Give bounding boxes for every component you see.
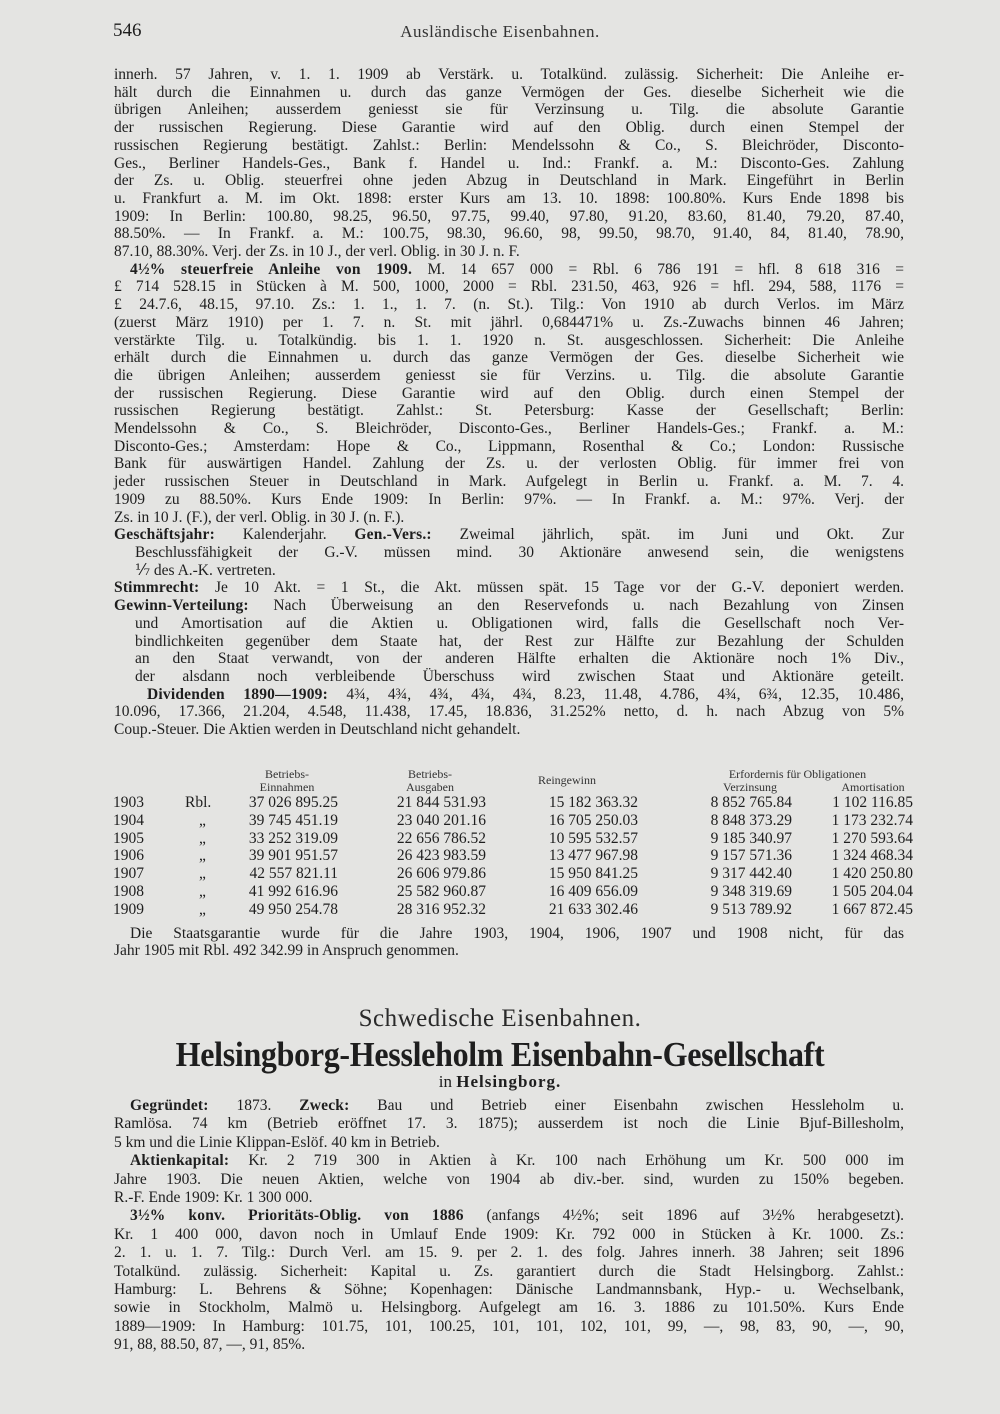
- text-line: Ramlösa. 74 km (Betrieb eröffnet 17. 3. 1875); ausserdem ist noch die Linie Bjuf-Billesholm,: [114, 1115, 904, 1133]
- text-line: Die Staatsgarantie wurde für die Jahre 1903, 1904, 1906, 1907 und 1908 nicht, für das: [130, 925, 904, 942]
- text-line: russischen Regierung bestätigt. Zahlst.: St. Petersburg: Kasse der Gesellschaft; Berlin:: [114, 402, 904, 420]
- text-run: 4¾, 4¾, 4¾, 4¾, 4¾, 8.23, 11.48, 4.786, 4¾, 6¾, 12.35, 10.486,: [328, 685, 904, 703]
- text-line: 1889—1909: In Hamburg: 101.75, 101, 100.25, 101, 101, 102, 101, 99, —, 98, 83, 90, —, 90,: [114, 1317, 904, 1335]
- cell-ausgaben: 26 606 979.86: [396, 865, 486, 883]
- text-line: [114, 1152, 904, 1170]
- table-row: [0, 901, 1000, 919]
- cell-reingewinn: 13 477 967.98: [548, 847, 638, 865]
- paragraph: [114, 686, 904, 739]
- paragraph: [114, 597, 904, 686]
- paragraph: [114, 526, 904, 579]
- cell-ausgaben: 26 423 983.59: [396, 847, 486, 865]
- text-line: Coup.-Steuer. Die Aktien werden in Deutschland nicht gehandelt.: [114, 721, 521, 739]
- header-reingewinn: Reingewinn: [538, 773, 596, 787]
- text-line: £ 24.7.6, 48.15, 97.10. Zs.: 1. 1., 1. 7. (n. St.). Tilg.: Von 1910 ab durch Verlos. im März: [114, 296, 904, 314]
- bold-label: Aktienkapital:: [130, 1152, 230, 1170]
- bold-label: Gewinn-Verteilung:: [114, 597, 249, 615]
- cell-ausgaben: 22 656 786.52: [396, 829, 486, 847]
- table-row: [0, 812, 1000, 830]
- cell-year: 1904: [113, 811, 144, 829]
- cell-verzinsung: 9 513 789.92: [710, 900, 792, 918]
- text-line: £ 714 528.15 in Stücken à M. 500, 1000, 2000 = Rbl. 231.50, 463, 926 = hfl. 294, 588, 1176 =: [114, 278, 904, 296]
- text-line: [114, 579, 904, 597]
- cell-cur: Rbl.: [185, 794, 212, 811]
- bold-label: Stimmrecht:: [114, 579, 200, 597]
- cell-einnahmen: 49 950 254.78: [248, 900, 338, 918]
- text-line: 91, 88, 88.50, 87, —, 91, 85%.: [114, 1336, 306, 1354]
- table-row: [0, 883, 1000, 901]
- text-line: 1909 zu 88.50%. Kurs Ende 1909: In Berlin: 97%. — In Frankf. a. M.: 97%. Verj. der: [114, 490, 904, 508]
- text-line: Kr. 1 400 000, davon noch in Umlauf Ende 1909: Kr. 792 000 in Stücken à Kr. 1000. Zs.:: [114, 1225, 904, 1243]
- text-line: verstärkte Tilg. u. Totalkündig. bis 1. 1. 1920 n. St. ausgeschlossen. Sicherheit: Die Anleihe: [114, 331, 904, 349]
- bold-label: Dividenden 1890—1909:: [147, 685, 328, 703]
- text-run: Bau und Betrieb einer Eisenbahn zwischen Hessleholm u.: [349, 1097, 904, 1114]
- text-run: Nach Überweisung an den Reservefonds u. nach Bezahlung von Zinsen: [248, 597, 904, 615]
- paragraph: [114, 1097, 904, 1152]
- text-line: die übrigen Anleihen; ausserdem geniesst sie für Verzins. u. Tilg. die absolute Garantie: [114, 366, 904, 384]
- cell-reingewinn: 16 705 250.03: [548, 811, 638, 829]
- text-line: Hamburg: L. Behrens & Söhne; Kopenhagen: Dänische Landmannsbank, Hyp.- u. Wechselbank,: [114, 1281, 904, 1299]
- text-line: Bank für auswärtigen Handel. Zahlung der Zs. u. der verlosten Oblig. für immer frei von: [114, 455, 904, 473]
- text-line: der Zs. u. Oblig. steuerfrei ohne jeden Abzug in Deutschland in Mark. Eingeführt in Berlin: [114, 172, 904, 190]
- text-line: bindlichkeiten gegenüber dem Staate hat, der Rest zur Hälfte zur Bezahlung der Schulden: [135, 632, 904, 650]
- company-location: [0, 1072, 1000, 1092]
- cell-einnahmen: 41 992 616.96: [248, 883, 338, 900]
- cell-einnahmen: 39 901 951.57: [248, 847, 338, 865]
- cell-year: 1905: [113, 829, 144, 847]
- paragraph: [114, 261, 904, 527]
- cell-einnahmen: 33 252 319.09: [248, 829, 338, 847]
- header-einnahmen-line1: Betriebs-: [265, 767, 309, 781]
- text-line: der russischen Regierung. Diese Garantie wird auf den Oblig. durch einen Stempel der: [114, 119, 904, 137]
- cell-cur: „: [199, 900, 206, 918]
- lower-text-block: [114, 1097, 904, 1355]
- text-run: (anfangs 4½%; seit 1896 auf 3½% herabgesetzt).: [463, 1207, 904, 1225]
- header-ausgaben-line2: Ausgaben: [406, 780, 454, 794]
- table-row: [0, 830, 1000, 848]
- text-line: der alsdann noch verbleibende Überschuss wird zwischen Staat und Aktionäre geteilt.: [135, 667, 904, 685]
- cell-amortisation: 1 270 593.64: [831, 829, 913, 847]
- text-line: [114, 526, 904, 544]
- text-line: übrigen Anleihen; ausserdem geniesst sie für Verzinsung u. Tilg. die absolute Garantie: [114, 101, 904, 119]
- cell-amortisation: 1 324 468.34: [831, 847, 913, 865]
- cell-ausgaben: 21 844 531.93: [396, 794, 486, 811]
- text-run: Zweimal jährlich, spät. im Juni und Okt. Zur: [431, 526, 905, 544]
- header-ausgaben-line1: Betriebs-: [408, 767, 452, 781]
- table-row: [0, 865, 1000, 883]
- text-line: 5 km und die Linie Klippan-Eslöf. 40 km in Betrieb.: [114, 1133, 440, 1151]
- header-ausgaben: [375, 768, 485, 794]
- table-row: [0, 847, 1000, 865]
- cell-cur: „: [199, 847, 206, 865]
- cell-reingewinn: 10 595 532.57: [548, 829, 638, 847]
- text-line: Disconto-Ges.; Amsterdam: Hope & Co., Lippmann, Rosenthal & Co.; London: Russische: [114, 437, 904, 455]
- cell-verzinsung: 8 848 373.29: [710, 811, 792, 829]
- cell-verzinsung: 9 185 340.97: [710, 829, 792, 847]
- cell-einnahmen: 39 745 451.19: [248, 811, 338, 829]
- running-title: Ausländische Eisenbahnen.: [400, 22, 600, 41]
- text-line: erhält durch die Einnahmen u. durch das ganze Vermögen der Ges. dieselbe Sicherheit wie: [114, 349, 904, 367]
- text-line: 10.096, 17.366, 21.204, 4.548, 11.438, 17.45, 18.836, 31.252% netto, d. h. nach Abzug von 5%: [114, 703, 904, 721]
- text-line: [114, 597, 904, 615]
- cell-amortisation: 1 667 872.45: [831, 900, 913, 918]
- cell-reingewinn: 16 409 656.09: [548, 883, 638, 900]
- text-line: 2. 1. u. 1. 7. Tilg.: Durch Verl. am 15. 9. per 2. 1. des folg. Jahres innerh. 38 Jahren; seit 1896: [114, 1244, 904, 1262]
- text-line: jeder russischen Steuer in Deutschland in Mark. Aufgelegt in Berlin u. Frankf. a. M. 7. 4.: [114, 473, 904, 491]
- location-prefix: in: [438, 1072, 452, 1091]
- text-line: [114, 1207, 904, 1225]
- text-line: innerh. 57 Jahren, v. 1. 1. 1909 ab Verstärk. u. Totalkünd. zulässig. Sicherheit: Die Anleihe er-: [114, 66, 904, 83]
- bold-label: Gegründet:: [130, 1097, 209, 1114]
- cell-cur: „: [199, 811, 206, 829]
- cell-amortisation: 1 420 250.80: [831, 865, 913, 883]
- cell-amortisation: 1 505 204.04: [831, 883, 913, 900]
- page-number: 546: [113, 20, 142, 41]
- location-city: Helsingborg.: [456, 1072, 562, 1091]
- bold-label: 4½% steuerfreie Anleihe von 1909.: [130, 260, 413, 278]
- paragraph: [114, 66, 904, 261]
- text-line: 87.10, 88.30%. Verj. der Zs. in 10 J., der verl. Oblig. in 30 J. n. F.: [114, 243, 520, 261]
- header-einnahmen: [232, 768, 342, 794]
- text-line: 88.50%. — In Frankf. a. M.: 100.75, 98.30, 96.60, 98, 99.50, 98.70, 91.40, 84, 81.40, 78.90,: [114, 225, 904, 243]
- text-line: an den Staat verwandt, von der anderen Hälfte erhalten die Aktionäre noch 1% Div.,: [135, 650, 904, 668]
- text-run: Je 10 Akt. = 1 St., die Akt. müssen spät. 15 Tage vor der G.-V. deponiert werden.: [199, 579, 904, 597]
- text-line: der russischen Regierung. Diese Garantie wird auf den Oblig. durch einen Stempel der: [114, 384, 904, 402]
- header-amortisation: Amortisation: [841, 780, 905, 794]
- bold-label: 3½% konv. Prioritäts-Oblig. von 1886: [130, 1207, 464, 1225]
- text-run: M. 14 657 000 = Rbl. 6 786 191 = hfl. 8 618 316 =: [412, 260, 905, 278]
- bold-label: Geschäftsjahr:: [114, 526, 215, 544]
- paragraph: [114, 579, 904, 597]
- table-row: [0, 794, 1000, 812]
- section-title: Schwedische Eisenbahnen.: [358, 1005, 642, 1032]
- text-run: Kalenderjahr.: [214, 526, 355, 544]
- cell-ausgaben: 23 040 201.16: [396, 811, 486, 829]
- text-line: ⅐ des A.-K. vertreten.: [135, 561, 276, 579]
- cell-reingewinn: 21 633 302.46: [548, 900, 638, 918]
- text-line: Zs. in 10 J. (F.), der verl. Oblig. in 30 J. (n. F.).: [114, 508, 405, 526]
- cell-einnahmen: 37 026 895.25: [248, 794, 338, 811]
- text-line: [114, 261, 904, 279]
- cell-reingewinn: 15 950 841.25: [548, 865, 638, 883]
- cell-year: 1906: [113, 847, 144, 865]
- cell-verzinsung: 9 157 571.36: [710, 847, 792, 865]
- text-line: [114, 686, 904, 704]
- text-line: sowie in Stockholm, Malmö u. Helsingborg. Aufgelegt am 16. 3. 1886 zu 101.50%. Kurs Ende: [114, 1299, 904, 1317]
- cell-cur: „: [199, 865, 206, 883]
- text-line: Totalkünd. zulässig. Sicherheit: Kapital u. Zs. garantiert durch die Stadt Helsingborg. Zahlst.:: [114, 1262, 904, 1280]
- text-line: 1909: In Berlin: 100.80, 98.25, 96.50, 97.75, 99.40, 97.80, 91.20, 83.60, 81.40, 79.20, 87.40,: [114, 207, 904, 225]
- text-line: (zuerst März 1910) per 1. 7. n. St. mit jährl. 0,684471% u. Zs.-Zuwachs binnen 46 Jahren;: [114, 313, 904, 331]
- cell-verzinsung: 8 852 765.84: [710, 794, 792, 811]
- staatsgarantie-note: [114, 925, 904, 959]
- cell-einnahmen: 42 557 821.11: [249, 865, 338, 883]
- cell-cur: „: [199, 883, 206, 900]
- upper-text-block: [114, 66, 904, 739]
- text-line: Jahre 1903. Die neuen Aktien, welche von 1904 ab div.-ber. sind, wurden zu 150% begeben.: [114, 1170, 904, 1188]
- cell-ausgaben: 28 316 952.32: [396, 900, 486, 918]
- bold-label: Gen.-Vers.:: [354, 526, 432, 544]
- cell-year: 1907: [113, 865, 144, 883]
- text-line: [114, 1097, 904, 1115]
- text-line: R.-F. Ende 1909: Kr. 1 300 000.: [114, 1189, 313, 1207]
- cell-year: 1903: [113, 794, 144, 811]
- header-erfordernis: Erfordernis für Obligationen: [728, 767, 867, 781]
- text-line: Beschlussfähigkeit der G.-V. müssen mind. 30 Aktionäre anwesend sein, die wenigstens: [135, 543, 904, 561]
- cell-amortisation: 1 173 232.74: [831, 811, 913, 829]
- company-title: Helsingborg-Hessleholm Eisenbahn-Gesellschaft: [175, 1034, 825, 1074]
- cell-amortisation: 1 102 116.85: [832, 794, 913, 811]
- paragraph: [114, 1207, 904, 1354]
- text-line: Mendelssohn & Co., S. Bleichröder, Disconto-Ges., Berliner Handels-Ges.; Frankf. a. M.:: [114, 420, 904, 438]
- cell-verzinsung: 9 348 319.69: [710, 883, 792, 900]
- text-line: u. Frankfurt a. M. im Okt. 1898: erster Kurs am 13. 10. 1898: 100.80%. Kurs Ende 1898 bis: [114, 189, 904, 207]
- text-line: Jahr 1905 mit Rbl. 492 342.99 in Anspruch genommen.: [114, 942, 459, 959]
- text-run: 1873.: [208, 1097, 300, 1114]
- cell-year: 1909: [113, 900, 144, 918]
- text-line: und Amortisation auf die Aktien u. Obligationen wird, falls die Gesellschaft noch Ver-: [135, 614, 904, 632]
- paragraph: [114, 925, 904, 959]
- cell-year: 1908: [113, 883, 144, 900]
- header-verzinsung: Verzinsung: [723, 780, 777, 794]
- cell-cur: „: [199, 829, 206, 847]
- paragraph: [114, 1152, 904, 1207]
- header-einnahmen-line2: Einnahmen: [259, 780, 315, 794]
- cell-ausgaben: 25 582 960.87: [396, 883, 486, 900]
- cell-reingewinn: 15 182 363.32: [548, 794, 638, 811]
- text-line: Ges., Berliner Handels-Ges., Bank f. Handel u. Ind.: Frankf. a. M.: Disconto-Ges. Zahlung: [114, 154, 904, 172]
- text-line: hält durch die Einnahmen u. durch das ganze Vermögen der Ges. dieselbe Sicherheit wie die: [114, 83, 904, 101]
- bold-label: Zweck:: [299, 1097, 350, 1114]
- cell-verzinsung: 9 317 442.40: [710, 865, 792, 883]
- text-line: russischen Regierung bestätigt. Zahlst.: Berlin: Mendelssohn & Co., S. Bleichröder, Disconto-: [114, 136, 904, 154]
- text-run: Kr. 2 719 300 in Aktien à Kr. 100 nach Erhöhung um Kr. 500 000 im: [229, 1152, 904, 1170]
